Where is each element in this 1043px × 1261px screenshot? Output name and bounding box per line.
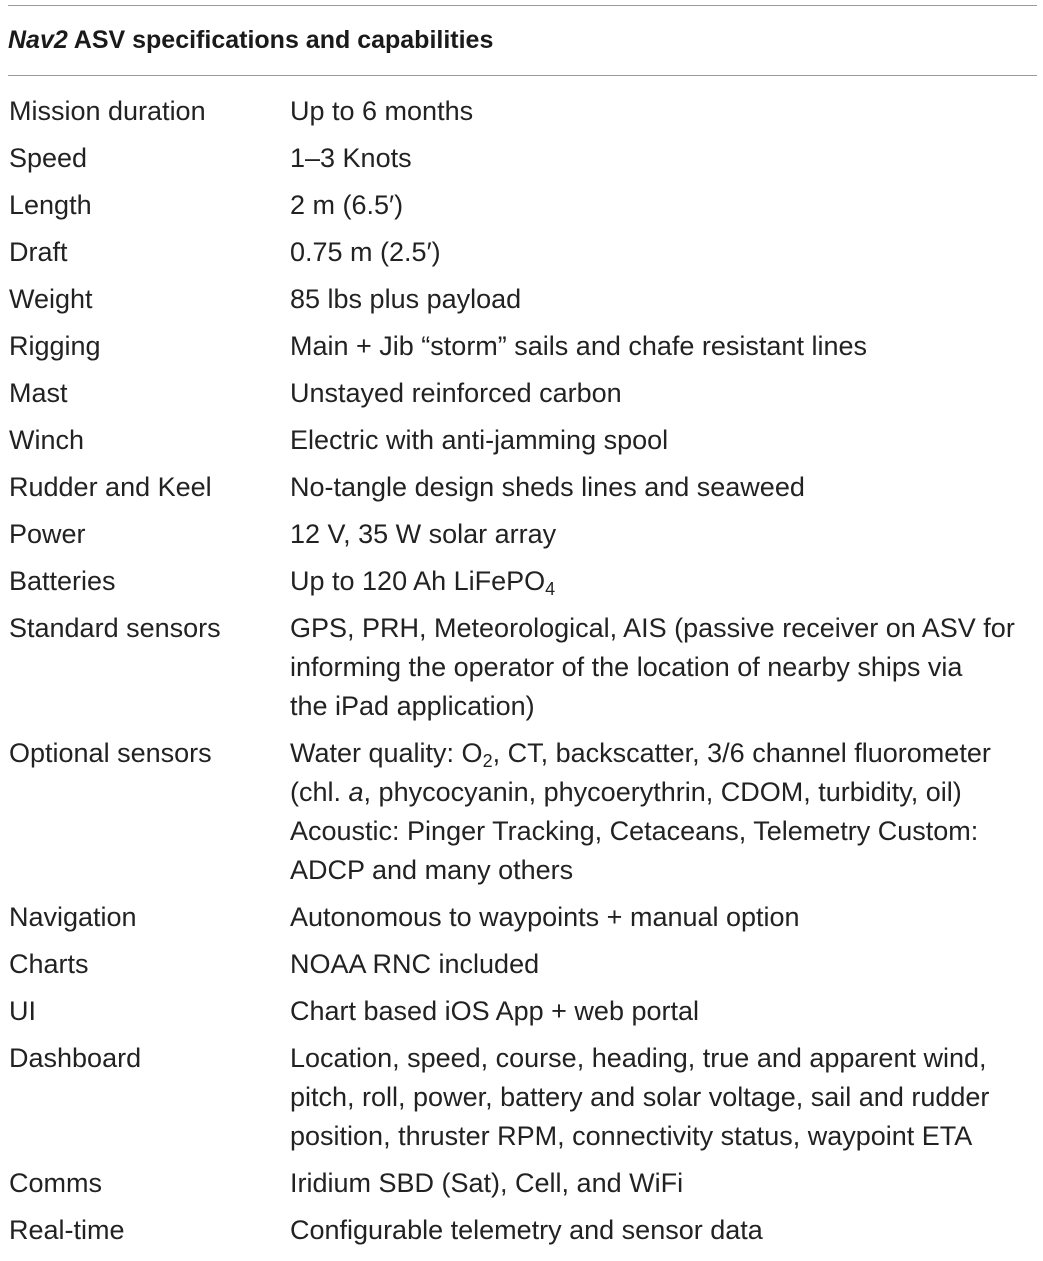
value-line: Autonomous to waypoints + manual option	[290, 902, 800, 932]
value-line: Electric with anti-jamming spool	[290, 425, 669, 455]
value-line: GPS, PRH, Meteorological, AIS (passive receiver on ASV for	[290, 613, 1015, 643]
top-rule	[8, 5, 1037, 6]
value-line: No-tangle design sheds lines and seaweed	[290, 472, 805, 502]
value-line	[290, 773, 1043, 812]
row-value	[290, 562, 1043, 601]
table-row	[0, 327, 1043, 374]
row-label: Speed	[9, 143, 88, 173]
table-row	[0, 992, 1043, 1039]
row-label: Charts	[9, 949, 89, 979]
row-label: Weight	[9, 284, 93, 314]
table-row	[0, 515, 1043, 562]
value-line: Location, speed, course, heading, true and apparent wind,	[290, 1043, 987, 1073]
row-value	[290, 92, 1043, 131]
row-value	[290, 374, 1043, 413]
subscript: 2	[482, 751, 493, 771]
table-row	[0, 92, 1043, 139]
row-value	[290, 1039, 1043, 1156]
value-line: 12 V, 35 W solar array	[290, 519, 557, 549]
row-value	[290, 139, 1043, 178]
row-label: UI	[9, 996, 36, 1026]
table-title-text: ASV specifications and capabilities	[67, 26, 494, 54]
subscript: 4	[545, 579, 556, 599]
table-row	[0, 1211, 1043, 1258]
value-line	[290, 734, 1043, 773]
row-value	[290, 515, 1043, 554]
table-title-vessel-name: Nav2	[8, 26, 68, 54]
row-value	[290, 1211, 1043, 1250]
row-label: Rigging	[9, 331, 101, 361]
value-line: Up to 6 months	[290, 96, 474, 126]
table-row	[0, 233, 1043, 280]
value-text: Water quality: O	[290, 738, 483, 768]
row-value	[290, 734, 1043, 890]
table-row	[0, 280, 1043, 327]
value-line: Acoustic: Pinger Tracking, Cetaceans, Telemetry Custom:	[290, 816, 979, 846]
row-label: Power	[9, 519, 86, 549]
row-label: Navigation	[9, 902, 137, 932]
row-label: Real-time	[9, 1215, 125, 1245]
value-line: Main + Jib “storm” sails and chafe resistant lines	[290, 331, 867, 361]
row-value	[290, 233, 1043, 272]
table-row	[0, 945, 1043, 992]
row-label: Standard sensors	[9, 613, 221, 643]
table-row	[0, 421, 1043, 468]
row-label: Draft	[9, 237, 68, 267]
row-value	[290, 992, 1043, 1031]
header-rule	[8, 75, 1037, 76]
row-value	[290, 421, 1043, 460]
row-label: Length	[9, 190, 92, 220]
table-row	[0, 468, 1043, 515]
row-value	[290, 186, 1043, 225]
table-row	[0, 562, 1043, 609]
value-line: 85 lbs plus payload	[290, 284, 522, 314]
row-value	[290, 898, 1043, 937]
table-row	[0, 1039, 1043, 1164]
value-line: Configurable telemetry and sensor data	[290, 1215, 763, 1245]
row-value	[290, 945, 1043, 984]
table-row	[0, 609, 1043, 734]
row-value	[290, 280, 1043, 319]
value-line: 0.75 m (2.5′)	[290, 237, 441, 267]
table-row	[0, 374, 1043, 421]
value-line: position, thruster RPM, connectivity status, waypoint ETA	[290, 1121, 973, 1151]
row-label: Winch	[9, 425, 85, 455]
row-label: Mission duration	[9, 96, 206, 126]
value-line: NOAA RNC included	[290, 949, 540, 979]
value-text: , CT, backscatter, 3/6 channel fluorometer	[492, 738, 991, 768]
row-label: Rudder and Keel	[9, 472, 212, 502]
value-line: the iPad application)	[290, 691, 535, 721]
value-line: informing the operator of the location of nearby ships via	[290, 652, 963, 682]
value-line: Unstayed reinforced carbon	[290, 378, 622, 408]
italic-text: a	[348, 777, 364, 807]
value-text: Up to 120 Ah LiFePO	[290, 566, 546, 596]
row-value	[290, 609, 1043, 726]
row-label: Batteries	[9, 566, 116, 596]
row-value	[290, 327, 1043, 366]
value-text: (chl.	[290, 777, 349, 807]
row-label: Dashboard	[9, 1043, 142, 1073]
table-row	[0, 898, 1043, 945]
row-label: Optional sensors	[9, 738, 212, 768]
table-row	[0, 186, 1043, 233]
row-label: Mast	[9, 378, 68, 408]
table-row	[0, 139, 1043, 186]
row-label: Comms	[9, 1168, 102, 1198]
value-line: 1–3 Knots	[290, 143, 412, 173]
table-row	[0, 734, 1043, 898]
value-line: pitch, roll, power, battery and solar voltage, sail and rudder	[290, 1082, 990, 1112]
row-value	[290, 468, 1043, 507]
table-title	[8, 23, 493, 57]
row-value	[290, 1164, 1043, 1203]
value-line: Iridium SBD (Sat), Cell, and WiFi	[290, 1168, 684, 1198]
spec-table	[0, 92, 1043, 1258]
value-text: , phycocyanin, phycoerythrin, CDOM, turbidity, oil)	[363, 777, 962, 807]
value-line: Chart based iOS App + web portal	[290, 996, 699, 1026]
value-line: 2 m (6.5′)	[290, 190, 404, 220]
value-line	[290, 562, 1043, 601]
value-line: ADCP and many others	[290, 855, 574, 885]
table-row	[0, 1164, 1043, 1211]
